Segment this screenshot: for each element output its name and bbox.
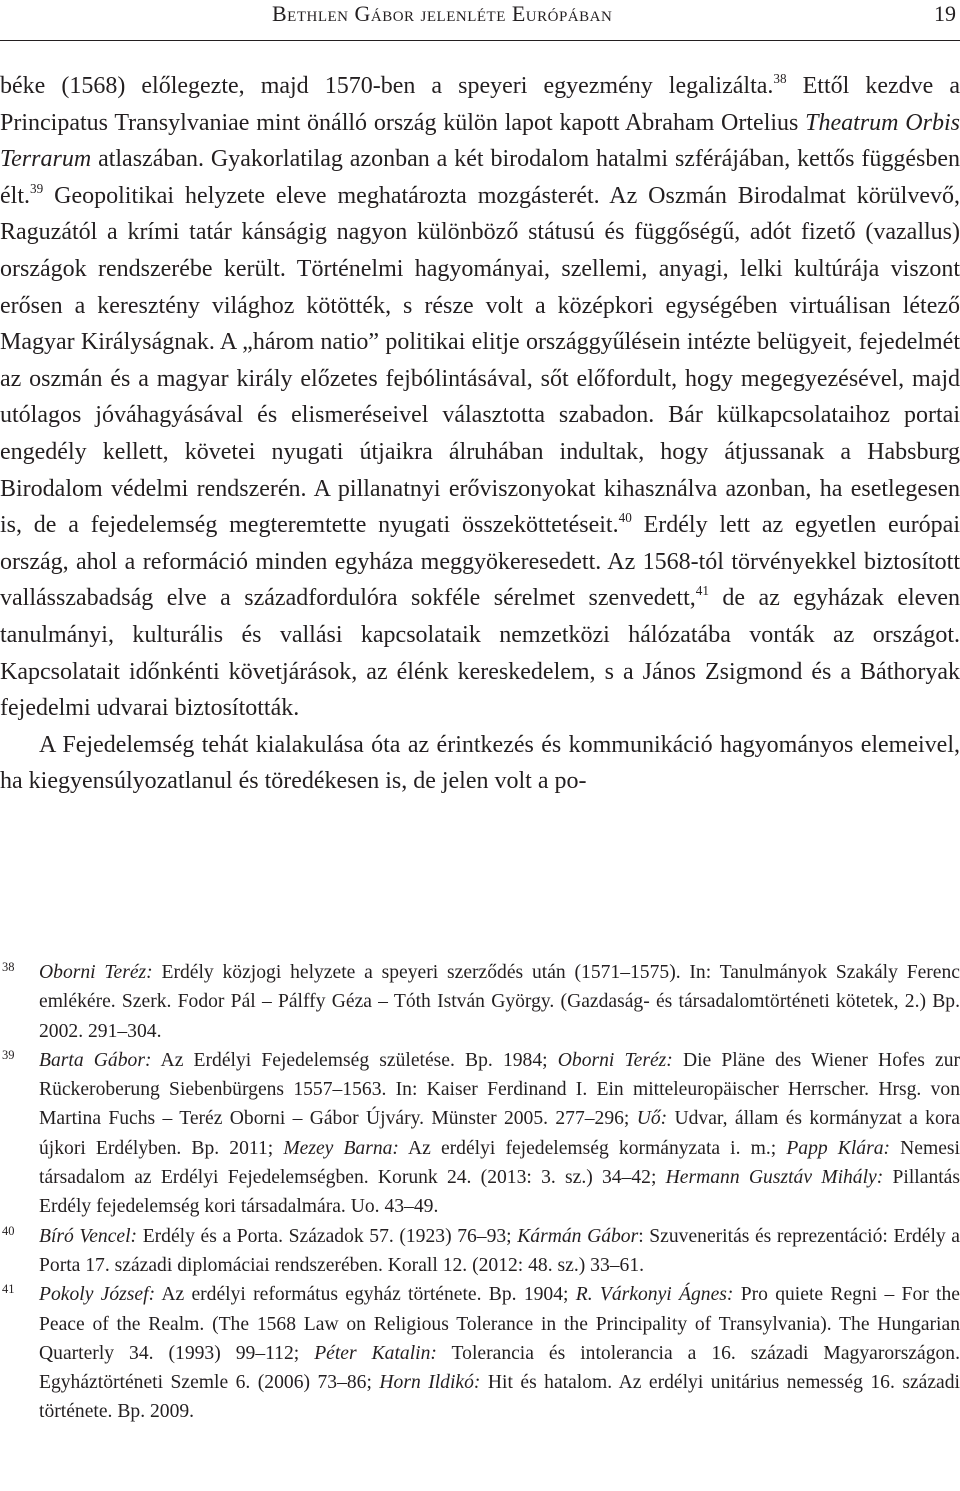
footnotes bbox=[0, 958, 960, 1427]
paragraph-2: A Fejedelemség tehát kialakulása óta az érintkezés és kommunikáció hagyományos elemeivel, ha kiegyensúlyozatlanul és töredékesen is, de jelen volt a po- bbox=[0, 731, 960, 795]
footnote-ref-40[interactable]: 40 bbox=[618, 510, 632, 526]
page-number: 19 bbox=[934, 1, 956, 26]
page-header bbox=[0, 0, 960, 41]
footnote-41: 41 Pokoly József: Az erdélyi református egyház története. Bp. 1904; R. Várkonyi Ágnes: Pro quiete Regni – For the Peace of the Realm. (The 1568 Law on Religious Tolerance in the Principality of Transylvania). The Hungarian Quarterly 34. (1993) 99–112; Péter Katalin: Tolerancia és intolerancia a 16. századi Magyarországon. Egyháztörténeti Szemle 6. (2006) 73–86; Horn Ildikó: Hit és hatalom. Az erdélyi unitárius nemesség 16. századi története. Bp. 2009. bbox=[2, 1282, 960, 1423]
running-title: Bethlen Gábor jelenléte Európában bbox=[272, 1, 613, 26]
footnote-ref-41[interactable]: 41 bbox=[695, 583, 709, 599]
footnote-number: 38 bbox=[2, 960, 15, 974]
footnote-number: 40 bbox=[2, 1223, 15, 1238]
footnote-38: 38 Oborni Teréz: Erdély közjogi helyzete a speyeri szerződés után (1571–1575). In: Tanulmányok Szakály Ferenc emlékére. Szerk. Fodor Pál – Pálffy Géza – Tóth István György. (Gazdaság- és társadalomtörténeti kötetek, 2.) Bp. 2002. 291–304. bbox=[2, 960, 960, 1042]
footnote-number: 39 bbox=[2, 1047, 15, 1062]
body-text bbox=[0, 68, 960, 800]
footnote-ref-39[interactable]: 39 bbox=[30, 180, 44, 196]
footnote-39: 39 Barta Gábor: Az Erdélyi Fejedelemség születése. Bp. 1984; Oborni Teréz: Die Pläne des Wiener Hofes zur Rückeroberung Siebenbürgens 1557–1563. In: Kaiser Ferdinand I. Ein mitteleuropäischer Herrscher. Hrsg. von Martina Fuchs – Teréz Oborni – Gábor Újváry. Münster 2005. 277–296; Uő: Udvar, állam és kormányzat a kora újkori Erdélyben. Bp. 2011; Mezey Barna: Az erdélyi fejedelemség kormányzata i. m.; Papp Klára: Nemesi társadalom az Erdélyi Fejedelemségben. Korunk 24. (2013: 3. sz.) 34–42; Hermann Gusztáv Mihály: Pillantás Erdély fejedelemség kori társadalmára. Uo. 43–49. bbox=[2, 1047, 960, 1218]
footnote-ref-38[interactable]: 38 bbox=[773, 71, 787, 87]
footnote-40: 40 Bíró Vencel: Erdély és a Porta. Századok 57. (1923) 76–93; Kármán Gábor: Szuveneritás és reprezentáció: Erdély a Porta 17. századi diplomáciai rendszerében. Korall 12. (2012: 48. sz.) 33–61. bbox=[2, 1223, 960, 1276]
book-title: Theatrum Orbis Terrarum bbox=[0, 109, 960, 173]
footnote-number: 41 bbox=[2, 1282, 15, 1297]
paragraph-1: béke (1568) előlegezte, majd 1570-ben a speyeri egyezmény legalizálta.$^{38}$ Ettől kezdve a Principatus Transylvaniae mint önálló ország külön lapot kapott Abraham Ortelius Theatrum Orbis Terrarum atlaszában. Gyakorlatilag azonban a két birodalom hatalmi szférájában, kettős függésben élt.$^{39}$ Geopolitikai helyzete eleve meghatározta mozgásterét. Az Oszmán Birodalmat körülvevő, Raguzától a krími tatár kánságig nagyon különböző státusú és függőségű, adót fizető (vazallus) országok rendszerébe került. Történelmi hagyományai, szellemi, anyagi, lelki kultúrája viszont erősen a keresztény világhoz kötötték, s része volt a középkori egységében virtuálisan létező Magyar Királyságnak. A „három natio” politikai elitje országgyűlésein intézte belügyeit, fejedelmét az oszmán és a magyar király előzetes fejbólintásával, sőt előfordult, hogy megegyezésével, majd utólagos jóváhagyásával és elismeréseivel választotta szabadon. Bár külkapcsolataihoz portai engedély kellett, követei nyugati útjaikra álruhában indultak, hogy átjussanak a Habsburg Birodalom védelmi rendszerén. A pillanatnyi erőviszonyokat kihasználva azonban, ha esetlegesen is, de a fejedelemség megteremtette nyugati összeköttetéseit.$^{40}$ Erdély lett az egyetlen európai ország, ahol a reformáció minden egyháza meggyökeresedett. Az 1568-tól törvényekkel biztosított vallásszabadság elve a századfordulóra sokféle sérelmet szenvedett,$^{41}$ de az egyházak eleven tanulmányi, kulturális és vallási kapcsolataik nemzetközi hálózatába vonták az országot. Kapcsolatait időnkénti követjárások, az élénk kereskedelem, s a János Zsigmond és a Báthoryak fejedelmi udvarai biztosították. bbox=[0, 71, 960, 722]
